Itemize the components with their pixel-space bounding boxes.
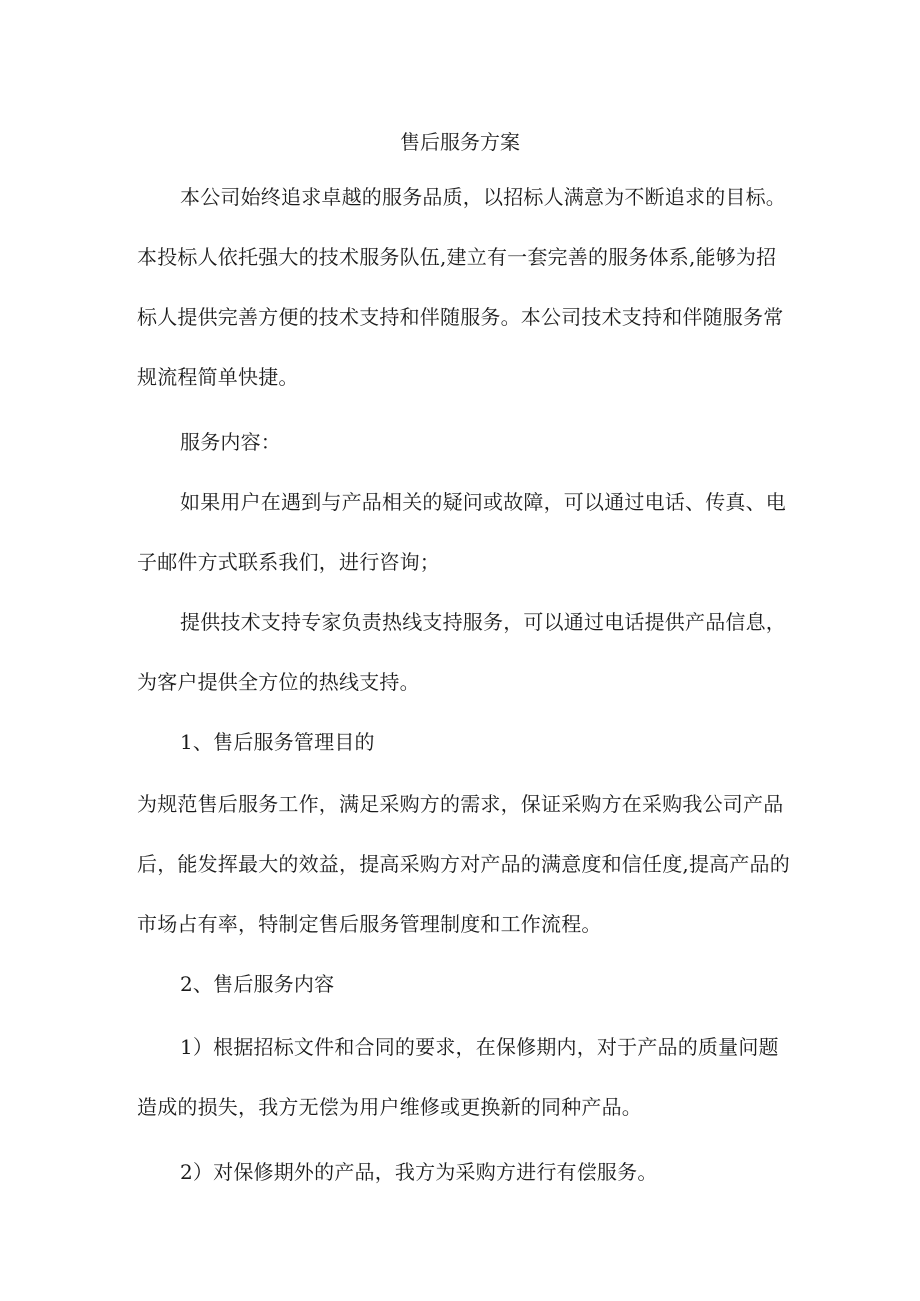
document-title: 售后服务方案 [400, 130, 520, 154]
paragraph-line: 子邮件方式联系我们，进行咨询； [137, 550, 440, 574]
paragraph-line: 为规范售后服务工作，满足采购方的需求，保证采购方在采购我公司产品 [137, 792, 784, 816]
paragraph-line: 后，能发挥最大的效益，提高采购方对产品的满意度和信任度,提高产品的 [137, 852, 790, 876]
paragraph-line: 标人提供完善方便的技术支持和伴随服务。本公司技术支持和伴随服务常 [137, 305, 784, 329]
paragraph-line: 提供技术支持专家负责热线支持服务，可以通过电话提供产品信息， [180, 610, 786, 634]
section-heading: 1、售后服务管理目的 [180, 730, 375, 754]
paragraph-line: 如果用户在遇到与产品相关的疑问或故障，可以通过电话、传真、电 [180, 490, 786, 514]
paragraph-line: 为客户提供全方位的热线支持。 [137, 670, 420, 694]
paragraph-line: 2）对保修期外的产品，我方为采购方进行有偿服务。 [180, 1160, 658, 1184]
section-heading: 2、售后服务内容 [180, 972, 335, 996]
paragraph-line: 规流程简单快捷。 [137, 365, 299, 389]
paragraph-line: 造成的损失，我方无偿为用户维修或更换新的同种产品。 [137, 1095, 642, 1119]
paragraph-line: 市场占有率，特制定售后服务管理制度和工作流程。 [137, 912, 602, 936]
section-label: 服务内容： [180, 430, 281, 454]
paragraph-line: 本投标人依托强大的技术服务队伍,建立有一套完善的服务体系,能够为招 [137, 245, 777, 269]
paragraph-line: 本公司始终追求卓越的服务品质，以招标人满意为不断追求的目标。 [180, 185, 786, 209]
paragraph-line: 1）根据招标文件和合同的要求，在保修期内，对于产品的质量问题 [180, 1035, 779, 1059]
